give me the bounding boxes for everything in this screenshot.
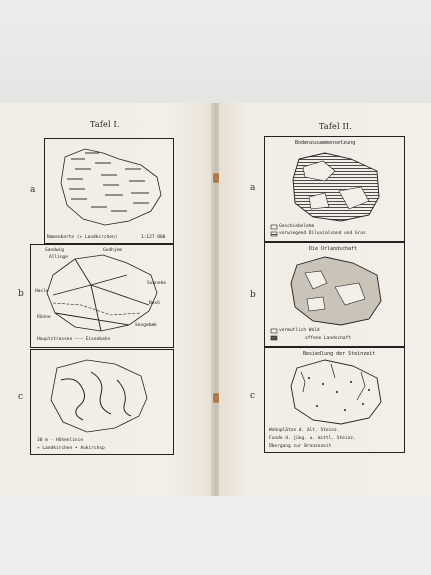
map-b-town: Gudhjem bbox=[103, 248, 122, 253]
row-label-a: a bbox=[250, 183, 256, 193]
map-b-heading: Die Urlandschaft bbox=[309, 246, 358, 252]
map-b-town: Svaneke bbox=[147, 281, 166, 286]
map-panel-c bbox=[264, 347, 405, 453]
background-top bbox=[0, 0, 431, 110]
map-c-heading: Besiedlung der Steinzeit bbox=[303, 351, 376, 357]
map-b-legend: vermutlich Wald bbox=[279, 328, 320, 333]
map-panel-a bbox=[44, 138, 174, 244]
row-label-c: c bbox=[18, 392, 24, 402]
row-label-b: b bbox=[18, 289, 24, 299]
row-label-a: a bbox=[30, 185, 36, 195]
map-a-legend: vorwiegend Diluvialsand und Grus bbox=[279, 231, 366, 236]
open-book bbox=[0, 103, 431, 498]
right-page bbox=[219, 103, 431, 496]
left-page bbox=[0, 103, 213, 496]
map-b-town: Hasle bbox=[35, 289, 49, 294]
left-page-title: Tafel I. bbox=[90, 120, 120, 129]
place-name-map bbox=[45, 139, 173, 243]
row-label-b: b bbox=[250, 290, 256, 300]
map-panel-b bbox=[264, 242, 405, 347]
map-c-legend: Übergang zur Bronzezeit bbox=[269, 444, 332, 449]
map-c-legend: Funde d. jüng. u. mittl. Steinz. bbox=[269, 436, 356, 441]
map-b-town: Snogebæk bbox=[135, 323, 157, 328]
map-c-caption: 30 m - Höhenlinie bbox=[37, 438, 84, 443]
map-a-caption: Namenkarte (+ Landkirchen) bbox=[47, 235, 118, 240]
map-panel-b bbox=[30, 244, 174, 348]
right-page-title: Tafel II. bbox=[319, 122, 352, 131]
map-panel-a bbox=[264, 136, 405, 242]
map-b-legend: offene Landschaft bbox=[305, 336, 352, 341]
map-panel-c bbox=[30, 349, 174, 455]
roads-map bbox=[31, 245, 173, 347]
map-a-scale: 1:127 000 bbox=[141, 235, 166, 240]
map-a-heading: Bodenzusammensetzung bbox=[295, 140, 356, 146]
map-c-legend: Wohnplätze d. ält. Steinz. bbox=[269, 428, 340, 433]
map-b-town: Nexö bbox=[149, 301, 160, 306]
map-c-legend: + Landkirchen • Aukirchsp bbox=[37, 446, 105, 451]
background-bottom bbox=[0, 496, 431, 575]
map-b-town: Allinge bbox=[49, 255, 68, 260]
map-b-town: Rönne bbox=[37, 315, 51, 320]
map-a-legend: Geschiebelehm bbox=[279, 224, 315, 229]
map-b-town: Sandwig bbox=[45, 248, 64, 253]
map-b-caption: Hauptstrassen —·— Eisenbahn bbox=[37, 337, 111, 342]
row-label-c: c bbox=[250, 391, 256, 401]
